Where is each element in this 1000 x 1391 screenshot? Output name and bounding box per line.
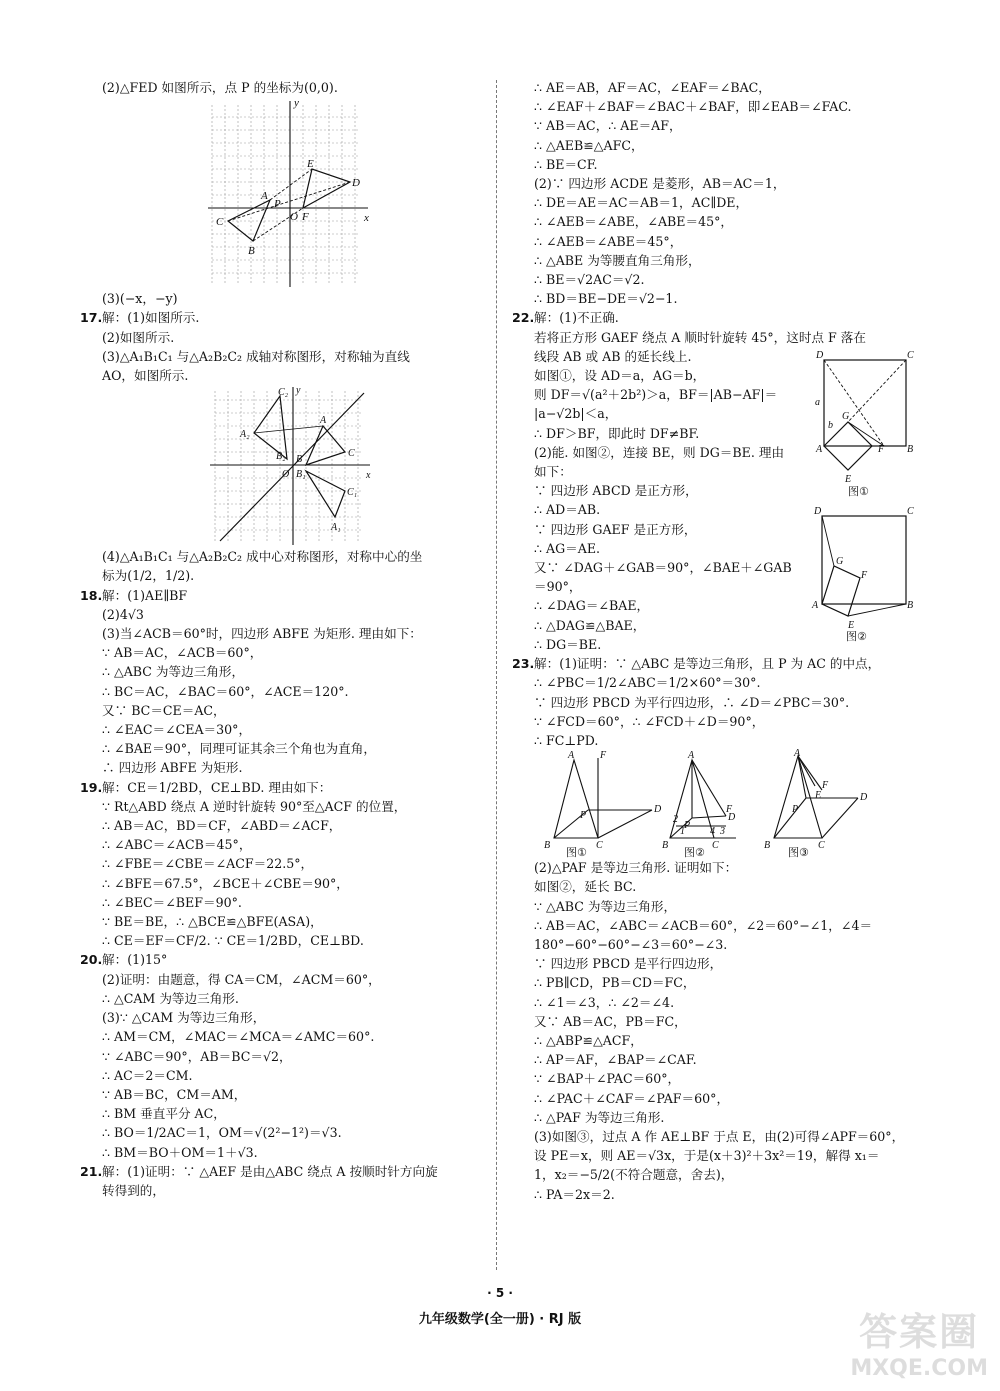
text-line: ∴ CE＝EF＝CF/2. ∵ CE＝1/2BD，CE⊥BD.	[102, 933, 364, 949]
grid	[212, 105, 360, 285]
text-line: 又∵ AB＝AC，PB＝FC，	[534, 1013, 687, 1029]
figure-16-grid	[80, 97, 482, 289]
text-line: ∵ AB＝AC，∴ AE＝AF，	[534, 118, 682, 134]
text-line: ∴ BM 垂直平分 AC，	[102, 1106, 226, 1122]
page-number: · 5 ·	[487, 1286, 513, 1300]
text-line: ∴ △ABE 为等腰直角三角形，	[534, 252, 701, 268]
svg-text:E: E	[307, 158, 314, 171]
svg-text:B: B	[544, 840, 551, 852]
question-number: 20.	[80, 952, 103, 968]
text-line: ∴ DG＝BE.	[534, 636, 602, 652]
svg-text:x: x	[366, 470, 371, 482]
svg-text:D: D	[654, 804, 662, 816]
text-line: 如下：	[534, 464, 572, 480]
svg-text:O: O	[282, 469, 290, 481]
svg-text:D: D	[814, 506, 822, 518]
q22-block	[512, 308, 912, 654]
svg-text:B₁: B₁	[296, 469, 306, 481]
text-line: ∴ AM＝CM，∠MAC＝∠MCA＝∠AMC＝60°.	[102, 1029, 375, 1045]
text-line: (3)(−x，−y)	[102, 291, 178, 307]
svg-text:D: D	[728, 812, 736, 824]
text-line: (4)△A₁B₁C₁ 与△A₂B₂C₂ 成中心对称图形，对称中心的坐	[102, 549, 423, 565]
svg-text:F: F	[600, 750, 607, 762]
text-line: ∴ △PAF 为等边三角形.	[534, 1109, 665, 1125]
text-line: |a−√2b|＜a，	[534, 406, 618, 422]
text-line: (2)4√3	[102, 606, 144, 622]
svg-text:B: B	[907, 600, 914, 612]
text-line: 解：(1)如图所示.	[102, 310, 200, 326]
symmetry-axis-line	[220, 393, 364, 541]
text-line: ∴ AG＝AE.	[534, 540, 601, 556]
text-line: 1，x₂＝−5/2(不符合题意，舍去)，	[534, 1167, 734, 1183]
text-line: ∵ △ABC 为等边三角形，	[534, 898, 677, 914]
svg-text:P: P	[792, 804, 799, 816]
text-line: ∴ AP＝AF，∠BAP＝∠CAF.	[534, 1052, 697, 1068]
svg-text:3: 3	[720, 826, 725, 838]
svg-text:x: x	[364, 212, 369, 225]
svg-text:y: y	[296, 385, 301, 397]
text-line: 则 DF＝√(a²＋2b²)＞a，BF＝|AB−AF|＝	[534, 387, 778, 403]
svg-text:E: E	[848, 620, 855, 632]
question-number: 18.	[80, 587, 103, 603]
svg-text:B: B	[662, 840, 669, 852]
question-number: 17.	[80, 310, 103, 326]
text-line: (2)如图所示.	[102, 329, 175, 345]
text-line: ∴ DE＝AE＝AC＝AB＝1，AC∥DE，	[534, 195, 749, 211]
text-line: (2)△PAF 是等边三角形. 证明如下：	[534, 860, 738, 876]
text-line: ∴ ∠DAG＝∠BAE，	[534, 598, 650, 614]
svg-text:P: P	[684, 820, 691, 832]
svg-text:C₂: C₂	[278, 387, 289, 399]
text-line: ∴ ∠PAC＋∠CAF＝∠PAF＝60°，	[534, 1090, 730, 1106]
text-line: ∴ ∠BEC＝∠BEF＝90°.	[102, 894, 242, 910]
text-line: 解：(1)证明：∵ △ABC 是等边三角形，且 P 为 AC 的中点，	[534, 656, 881, 672]
text-line: ∴ ∠EAC＝∠CEA＝30°，	[102, 722, 252, 738]
text-line: ∴ AB＝AC，BD＝CF，∠ABD＝∠ACF，	[102, 818, 342, 834]
text-line: ∴ PA＝2x＝2.	[534, 1186, 615, 1202]
svg-text:C: C	[818, 840, 825, 852]
text-line: ∴ ∠AEB＝∠ABE，∠ABE＝45°，	[534, 214, 733, 230]
watermark	[850, 1301, 988, 1381]
text-line: AO，如图所示.	[102, 368, 189, 384]
figure-22-1	[808, 348, 912, 498]
text-line: (3)当∠ACB＝60°时，四边形 ABFE 为矩形. 理由如下：	[102, 626, 422, 642]
text-line: (2)∵ 四边形 ACDE 是菱形，AB＝AC＝1，	[534, 176, 786, 192]
text-line: ∵ 四边形 GAEF 是正方形，	[534, 521, 697, 537]
figure-23-1	[554, 758, 652, 838]
text-line: 180°−60°−60°−∠3＝60°−∠3.	[534, 936, 728, 952]
text-line: ∴ BE＝CF.	[534, 156, 598, 172]
svg-text:G: G	[836, 556, 844, 568]
text-line: ∵ 四边形 PBCD 为平行四边形，∴ ∠D＝∠PBC＝30°.	[534, 694, 850, 710]
text-line: ∴ BO＝1/2AC＝1，OM＝√(2²−1²)＝√3.	[102, 1125, 342, 1141]
svg-text:D: D	[860, 792, 868, 804]
svg-text:C: C	[216, 216, 224, 229]
figure-22-2	[808, 504, 912, 644]
text-line: ∴ ∠BFE＝67.5°，∠BCE＋∠CBE＝90°，	[102, 875, 349, 891]
svg-text:4: 4	[710, 826, 715, 838]
text-line: ∵ 四边形 PBCD 是平行四边形，	[534, 956, 723, 972]
grid	[215, 391, 362, 543]
svg-text:P: P	[274, 198, 281, 211]
svg-text:A: A	[816, 444, 823, 456]
svg-text:F: F	[861, 570, 868, 582]
svg-text:2: 2	[673, 814, 678, 826]
text-line: ∴ ∠ABC＝∠ACB＝45°，	[102, 837, 252, 853]
triangle-a2b2c2	[254, 396, 287, 459]
figure-caption: 图①	[848, 485, 869, 499]
svg-text:C: C	[907, 350, 914, 362]
text-line: ∵ AB＝BC，CM＝AM，	[102, 1086, 247, 1102]
svg-text:E: E	[815, 790, 822, 802]
question-number: 19.	[80, 779, 103, 795]
text-line: (3)如图③，过点 A 作 AE⊥BF 于点 E，由(2)可得∠APF＝60°，	[534, 1128, 905, 1144]
svg-text:F: F	[822, 780, 829, 792]
text-line: ∵ ∠ABC＝90°，AB＝BC＝√2，	[102, 1048, 292, 1064]
column-divider	[496, 80, 497, 1270]
text-line: ∴ FC⊥PD.	[534, 732, 599, 748]
text-line: ∵ BE＝BE，∴ △BCE≌△BFE(ASA)，	[102, 914, 323, 930]
text-line: ∵ 四边形 ABCD 是正方形，	[534, 483, 698, 499]
svg-text:O: O	[290, 211, 298, 224]
figure-23-row	[512, 750, 912, 858]
svg-text:F: F	[878, 444, 885, 456]
svg-text:D: D	[816, 350, 824, 362]
svg-text:D: D	[352, 177, 360, 190]
axes	[208, 101, 368, 287]
svg-text:A: A	[261, 190, 268, 203]
text-line: 又∵ BC＝CE＝AC，	[102, 702, 226, 718]
svg-text:C: C	[348, 448, 355, 460]
text-line: ∴ △DAG≌△BAE，	[534, 617, 646, 633]
svg-text:a: a	[815, 397, 820, 409]
svg-text:C: C	[596, 840, 603, 852]
text-line: ＝90°，	[534, 579, 582, 595]
figure-caption: 图③	[788, 846, 809, 860]
text-line: ∴ 四边形 ABFE 为矩形.	[102, 760, 243, 776]
watermark-url: MXQE.COM	[850, 1356, 988, 1381]
text-line: 解：CE＝1/2BD，CE⊥BD. 理由如下：	[102, 779, 332, 795]
text-line: ∴ BE＝√2AC＝√2.	[534, 272, 645, 288]
text-line: ∴ ∠AEB＝∠ABE＝45°，	[534, 233, 683, 249]
text-line: ∴ BD＝BE−DE＝√2−1.	[534, 291, 678, 307]
text-line: 转得到的，	[102, 1182, 165, 1198]
svg-text:A₂: A₂	[240, 429, 250, 441]
svg-text:E: E	[845, 474, 852, 486]
text-line: 若将正方形 GAEF 绕点 A 顺时针旋转 45°，这时点 F 落在	[534, 329, 866, 345]
text-line: ∴ AC＝2＝CM.	[102, 1067, 193, 1083]
text-line: 如图①，设 AD＝a，AG＝b，	[534, 368, 706, 384]
text-line: ∴ ∠FBE＝∠CBE＝∠ACF＝22.5°，	[102, 856, 314, 872]
text-line: ∵ Rt△ABD 绕点 A 逆时针旋转 90°至△ACF 的位置，	[102, 798, 407, 814]
text-line: ∴ △CAM 为等边三角形.	[102, 990, 239, 1006]
svg-text:A₁: A₁	[331, 522, 341, 534]
figure-17-grid	[80, 385, 482, 547]
text-line: ∴ BM＝BO＋OM＝1＋√3.	[102, 1144, 258, 1160]
text-line: ∵ AB＝AC，∠ACB＝60°，	[102, 645, 263, 661]
text-line: (3)∵ △CAM 为等边三角形，	[102, 1010, 266, 1026]
svg-text:A: A	[794, 748, 801, 760]
text-line: ∴ △ABP≌△ACF，	[534, 1032, 643, 1048]
text-line: ∴ ∠BAE＝90°，同理可证其余三个角也为直角，	[102, 741, 376, 757]
svg-text:G: G	[842, 411, 850, 423]
book-title: 九年级数学(全一册) · RJ 版	[418, 1312, 582, 1327]
right-column	[512, 78, 912, 1204]
figure-caption: 图②	[684, 846, 705, 860]
svg-text:B₂: B₂	[276, 451, 286, 463]
text-line: ∴ △AEB≌△AFC，	[534, 137, 644, 153]
question-number: 23.	[512, 656, 535, 672]
left-column	[80, 78, 482, 1200]
svg-text:b: b	[828, 420, 833, 432]
text-line: 解：(1)AE∥BF	[102, 587, 188, 603]
svg-text:F: F	[726, 804, 733, 816]
text-line: ∴ AE＝AB，AF＝AC，∠EAF＝∠BAC，	[534, 80, 771, 95]
svg-text:A: A	[320, 415, 327, 427]
figure-caption: 图②	[846, 630, 867, 644]
triangle-fed	[303, 169, 350, 208]
text-line: ∴ ∠1＝∠3，∴ ∠2＝∠4.	[534, 994, 675, 1010]
text-line: ∴ PB∥CD，PB＝CD＝FC，	[534, 975, 696, 991]
text-line: ∵ ∠FCD＝60°，∴ ∠FCD＋∠D＝90°，	[534, 713, 765, 729]
svg-text:1: 1	[680, 826, 685, 838]
svg-text:P: P	[580, 810, 587, 822]
question-number: 21.	[80, 1163, 103, 1179]
text-line: ∴ BC＝AC，∠BAC＝60°，∠ACE＝120°.	[102, 683, 349, 699]
question-number: 22.	[512, 310, 535, 326]
text-line: ∴ AB＝AC，∠ABC＝∠ACB＝60°，∠2＝60°−∠1，∠4＝	[534, 917, 873, 933]
svg-text:A: A	[688, 750, 695, 762]
svg-text:y: y	[294, 97, 299, 110]
text-line: 解：(1)证明：∵ △AEF 是由△ABC 绕点 A 按顺时针方向旋	[102, 1163, 438, 1179]
svg-text:B: B	[296, 454, 303, 466]
svg-text:B: B	[248, 245, 255, 258]
text-line: ∴ DF＞BF，即此时 DF≠BF.	[534, 425, 700, 441]
text-line: ∴ AD＝AB.	[534, 502, 601, 518]
watermark-text: 答案圈	[859, 1310, 980, 1354]
figure-caption: 图①	[566, 846, 587, 860]
text-line: ∴ △ABC 为等边三角形，	[102, 664, 245, 680]
text-line: 标为(1/2，1/2).	[102, 568, 195, 584]
text-line: ∵ ∠BAP＋∠PAC＝60°，	[534, 1071, 681, 1087]
svg-text:C₁: C₁	[347, 487, 358, 499]
text-line: (2)△FED 如图所示，点 P 的坐标为(0,0).	[102, 80, 338, 95]
text-line: (3)△A₁B₁C₁ 与△A₂B₂C₂ 成轴对称图形，对称轴为直线	[102, 348, 410, 364]
svg-text:C: C	[712, 840, 719, 852]
text-line: (2)能. 如图②，连接 BE，则 DG＝BE. 理由	[534, 444, 785, 460]
text-line: 如图②，延长 BC.	[534, 879, 637, 895]
svg-text:A: A	[812, 600, 819, 612]
svg-text:F: F	[302, 211, 309, 224]
text-line: ∴ ∠PBC＝1/2∠ABC＝1/2×60°＝30°.	[534, 675, 761, 691]
text-line: 解：(1)不正确.	[534, 310, 619, 326]
svg-text:B: B	[764, 840, 771, 852]
text-line: 线段 AB 或 AB 的延长线上.	[534, 348, 692, 364]
text-line: 又∵ ∠DAG＋∠GAB＝90°，∠BAE＋∠GAB	[534, 560, 792, 576]
text-line: 设 PE＝x，则 AE＝√3x，于是(x＋3)²＋3x²＝19，解得 x₁＝	[534, 1148, 880, 1164]
svg-text:A: A	[568, 750, 575, 762]
text-line: (2)证明：由题意，得 CA＝CM，∠ACM＝60°，	[102, 971, 381, 987]
text-line: ∴ ∠EAF＋∠BAF＝∠BAC＋∠BAF，即∠EAB＝∠FAC.	[534, 99, 852, 115]
svg-text:B: B	[907, 444, 914, 456]
text-line: 解：(1)15°	[102, 952, 168, 968]
svg-text:C: C	[907, 506, 914, 518]
